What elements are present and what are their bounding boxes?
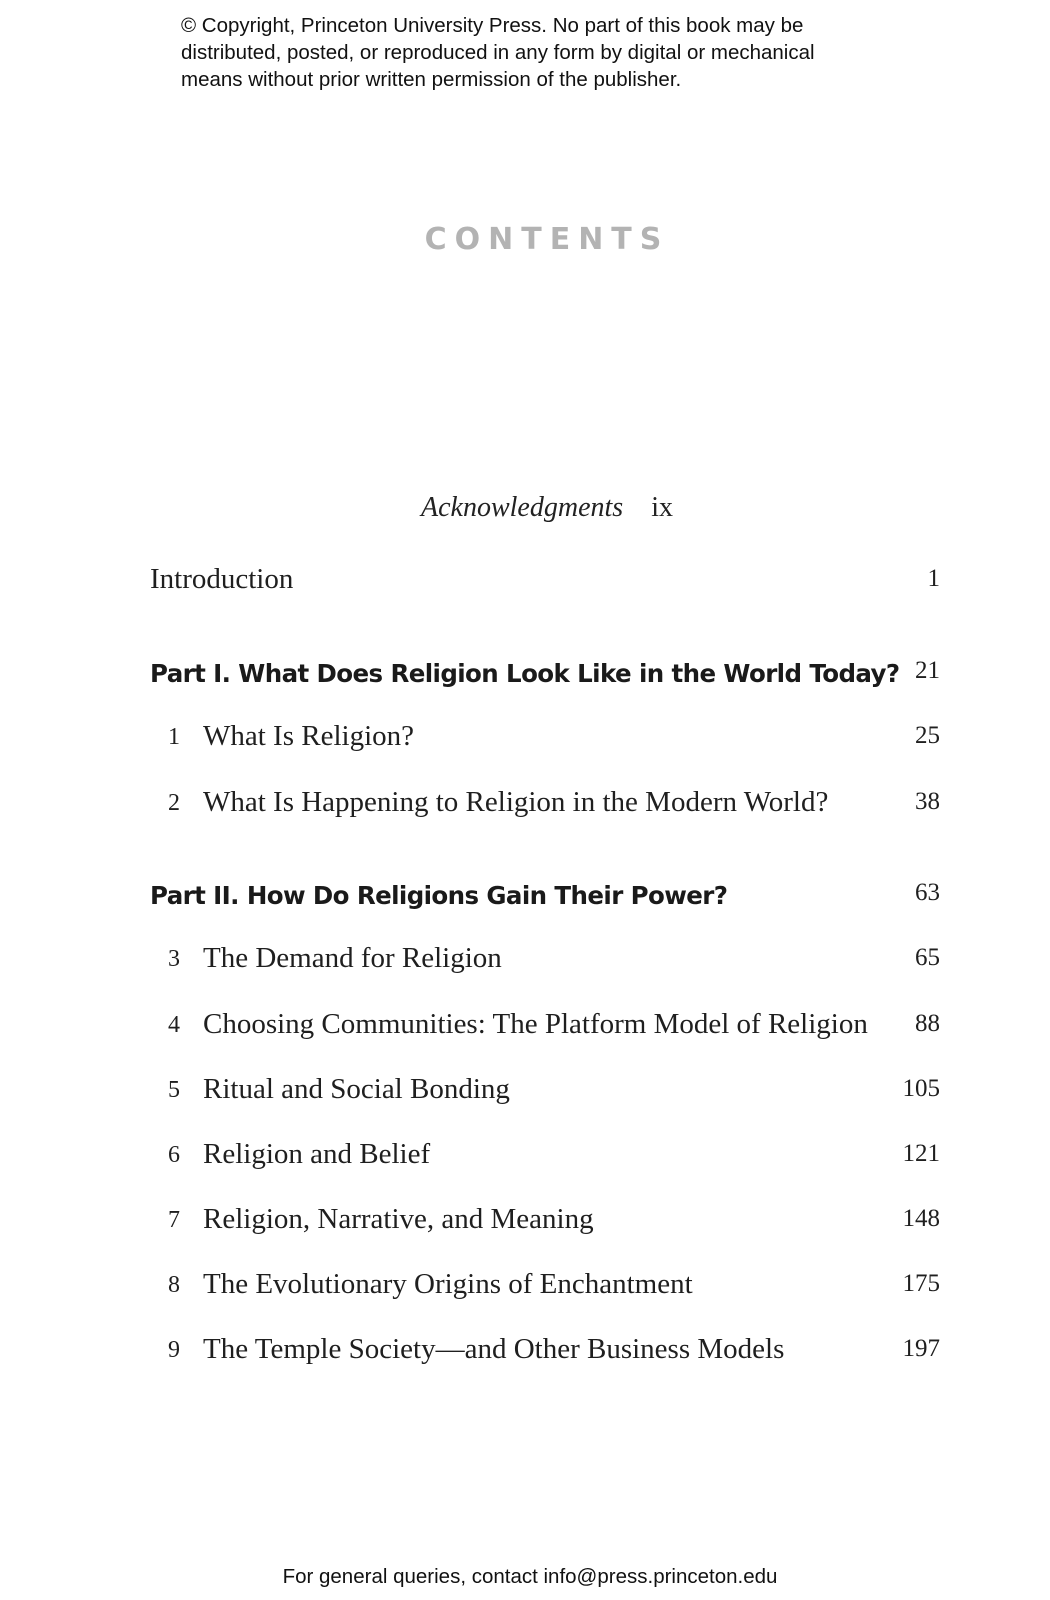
copyright-line: © Copyright, Princeton University Press. No part of this book may be <box>181 14 804 37</box>
toc-entry-page: 105 <box>902 1075 940 1102</box>
chapter-title: Ritual and Social Bonding <box>203 1073 510 1105</box>
toc-entry-page: 38 <box>915 788 940 815</box>
copyright-notice <box>181 12 901 93</box>
toc-entry-page: 121 <box>902 1140 940 1167</box>
toc-entry-page: 65 <box>915 944 940 971</box>
chapter-title: What Is Happening to Religion in the Modern World? <box>203 786 829 818</box>
copyright-line: distributed, posted, or reproduced in any form by digital or mechanical <box>181 41 815 64</box>
toc-entry-page: ix <box>651 492 673 523</box>
toc-part-1 <box>150 655 940 695</box>
toc-chapter <box>150 1333 940 1373</box>
toc-entry-page: 63 <box>915 879 940 906</box>
chapter-title: Religion and Belief <box>203 1138 431 1170</box>
chapter-number: 2 <box>168 790 180 816</box>
chapter-number: 7 <box>168 1207 180 1233</box>
toc-chapter <box>150 1268 940 1308</box>
toc-chapter <box>150 1073 940 1113</box>
chapter-title: The Demand for Religion <box>203 942 502 974</box>
toc-part-2 <box>150 877 940 917</box>
toc-entry-title: Introduction <box>150 563 294 595</box>
chapter-title: Religion, Narrative, and Meaning <box>203 1203 594 1235</box>
chapter-title: What Is Religion? <box>203 720 415 752</box>
toc-entry-page: 25 <box>915 722 940 749</box>
toc-chapter <box>150 1138 940 1178</box>
chapter-title: The Temple Society—and Other Business Models <box>203 1333 785 1365</box>
chapter-number: 4 <box>168 1012 180 1038</box>
chapter-number: 3 <box>168 946 180 972</box>
chapter-number: 1 <box>168 724 180 750</box>
chapter-number: 6 <box>168 1142 180 1168</box>
toc-entry-page: 88 <box>915 1010 940 1037</box>
toc-chapter <box>150 1008 940 1048</box>
toc-entry-page: 21 <box>915 657 940 684</box>
toc-entry-introduction <box>150 563 940 603</box>
toc-entry-page: 175 <box>902 1270 940 1297</box>
page-title: CONTENTS <box>424 222 670 257</box>
toc-chapter <box>150 786 940 826</box>
toc-chapter <box>150 720 940 760</box>
toc-entry-title: Acknowledgments <box>421 492 624 523</box>
toc-entry-acknowledgments <box>0 492 1050 524</box>
chapter-title: The Evolutionary Origins of Enchantment <box>203 1268 693 1300</box>
toc-part-title: Part I. What Does Religion Look Like in the World Today? <box>150 659 900 688</box>
toc-entry-page: 148 <box>902 1205 940 1232</box>
chapter-number: 8 <box>168 1272 180 1298</box>
toc-part-title: Part II. How Do Religions Gain Their Power? <box>150 881 728 910</box>
copyright-line: means without prior written permission of the publisher. <box>181 68 682 91</box>
chapter-title: Choosing Communities: The Platform Model of Religion <box>203 1008 868 1040</box>
toc-chapter <box>150 942 940 982</box>
chapter-number: 9 <box>168 1337 180 1363</box>
toc-chapter <box>150 1203 940 1243</box>
toc-entry-page: 197 <box>902 1335 940 1362</box>
toc-entry-page: 1 <box>927 565 940 592</box>
chapter-number: 5 <box>168 1077 180 1103</box>
footer-contact: For general queries, contact info@press.princeton.edu <box>282 1565 778 1588</box>
